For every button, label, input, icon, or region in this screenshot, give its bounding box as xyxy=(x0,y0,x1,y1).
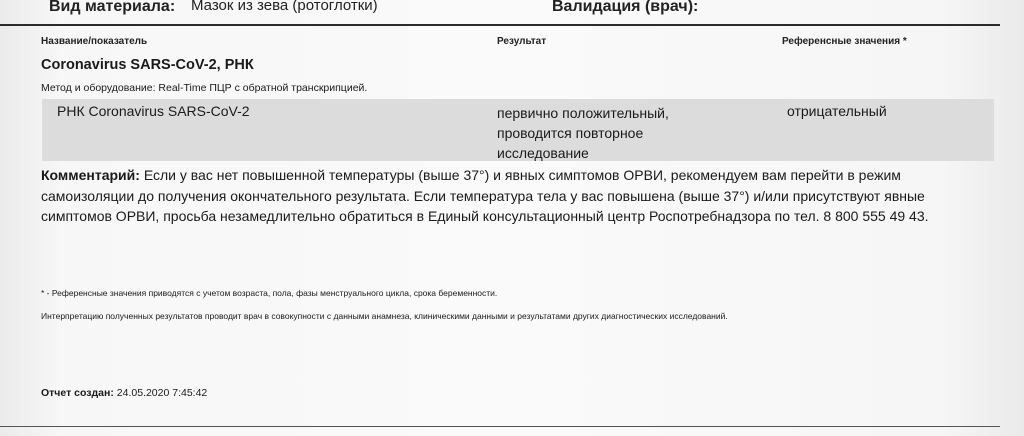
column-header-name: Название/показатель xyxy=(41,36,148,47)
reference-value: отрицательный xyxy=(787,103,887,119)
reference-footnote: * - Референсные значения приводятся с учетом возраста, пола, фазы менструального цикла, срока беременности. xyxy=(41,288,498,298)
column-header-result: Результат xyxy=(497,36,547,47)
result-line: проводится повторное xyxy=(497,125,644,141)
bottom-divider xyxy=(0,426,1000,427)
interpretation-note: Интерпретацию полученных результатов проводит врач в совокупности с данными анамнеза, клиническими данными и результатами других диагностических исследований. xyxy=(41,311,728,321)
report-created xyxy=(41,387,207,399)
column-header-reference: Референсные значения * xyxy=(782,36,907,47)
comment-text: Если у вас нет повышенной температуры (выше 37°) и явных симптомов ОРВИ, рекомендуем вам перейти в режим самоизоляции до получения окончательного результата. Если температура тела у вас повышена (выше 37°) и/или присутствуют явные симптомов ОРВИ, просьба незамедлительно обратиться в Единый консультационный центр Роспотребнадзора по тел. 8 800 555 49 43. xyxy=(41,167,929,224)
result-value xyxy=(497,103,669,163)
comment-label: Комментарий: xyxy=(41,167,140,183)
created-value: 24.05.2020 7:45:42 xyxy=(116,387,208,399)
header-divider xyxy=(0,24,1000,26)
method-text: Метод и оборудование: Real-Time ПЦР с обратной транскрипцией. xyxy=(41,82,368,94)
comment-block xyxy=(41,165,941,227)
indicator-name: РНК Coronavirus SARS-CoV-2 xyxy=(57,103,250,119)
result-line: исследование xyxy=(497,145,589,161)
test-title: Coronavirus SARS-CoV-2, РНК xyxy=(41,57,254,73)
created-label: Отчет создан: xyxy=(41,387,114,399)
material-value: Мазок из зева (ротоглотки) xyxy=(191,0,378,14)
result-line: первично положительный, xyxy=(497,105,669,121)
material-label: Вид материала: xyxy=(49,0,176,15)
validation-label: Валидация (врач): xyxy=(552,0,699,15)
